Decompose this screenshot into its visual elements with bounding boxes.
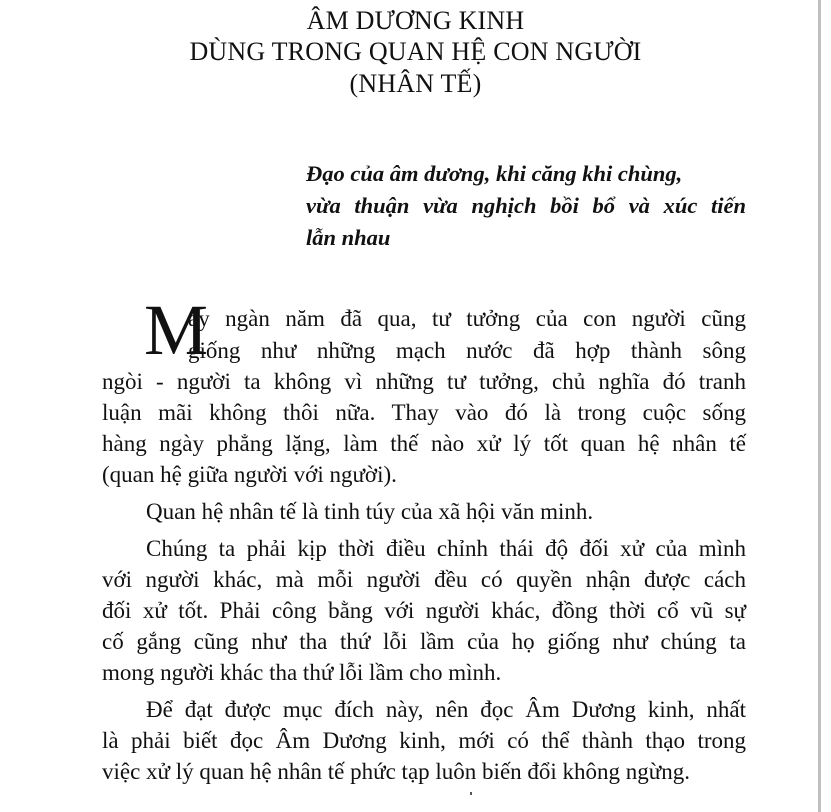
paragraph-1-line-4: luận mãi không thôi nữa. Thay vào đó là trong cuộc sống	[102, 400, 746, 425]
scan-speck	[470, 792, 472, 795]
paragraph-1-line-6: (quan hệ giữa người với người).	[102, 462, 397, 487]
paragraph-1-line-3: ngòi - người ta không vì những tư tưởng, chủ nghĩa đó tranh	[102, 369, 746, 394]
chapter-title-line-1: ÂM DƯƠNG KINH	[306, 6, 525, 35]
epigraph-line-1: Đạo của âm dương, khi căng khi chùng,	[306, 161, 683, 186]
paragraph-2-line-1: Quan hệ nhân tế là tinh túy của xã hội văn minh.	[146, 499, 594, 524]
paragraph-3-line-3: đối xử tốt. Phải công bằng với người khác, đồng thời cổ vũ sự	[102, 598, 746, 623]
page-edge-line	[818, 0, 821, 812]
chapter-title-line-2: DÙNG TRONG QUAN HỆ CON NGƯỜI	[189, 37, 642, 66]
drop-cap: M	[144, 294, 209, 364]
paragraph-3-line-1: Chúng ta phải kịp thời điều chỉnh thái độ đối xử của mình	[146, 536, 746, 561]
paragraph-1-line-1: ấy ngàn năm đã qua, tư tưởng của con người cũng	[188, 306, 746, 331]
paragraph-4-line-2: là phải biết đọc Âm Dương kinh, mới có thể thành thạo trong	[102, 728, 746, 753]
paragraph-1-line-5: hàng ngày phẳng lặng, làm thế nào xử lý tốt quan hệ nhân tế	[102, 431, 746, 456]
paragraph-4-line-3: việc xử lý quan hệ nhân tế phức tạp luôn biến đổi không ngừng.	[102, 759, 691, 784]
paragraph-1-line-2: giống như những mạch nước đã hợp thành sông	[188, 338, 746, 363]
paragraph-3-line-4: cố gắng cũng như tha thứ lỗi lầm của họ giống như chúng ta	[102, 629, 746, 654]
paragraph-3-line-5: mong người khác tha thứ lỗi lầm cho mình.	[102, 660, 502, 685]
epigraph-line-3: lẫn nhau	[306, 225, 391, 250]
epigraph-line-2: vừa thuận vừa nghịch bồi bổ và xúc tiến	[306, 193, 746, 218]
paragraph-4-line-1: Để đạt được mục đích này, nên đọc Âm Dương kinh, nhất	[146, 697, 746, 722]
paragraph-3-line-2: với người khác, mà mỗi người đều có quyền nhận được cách	[102, 567, 746, 592]
chapter-title-line-3: (NHÂN TẾ)	[349, 69, 482, 98]
